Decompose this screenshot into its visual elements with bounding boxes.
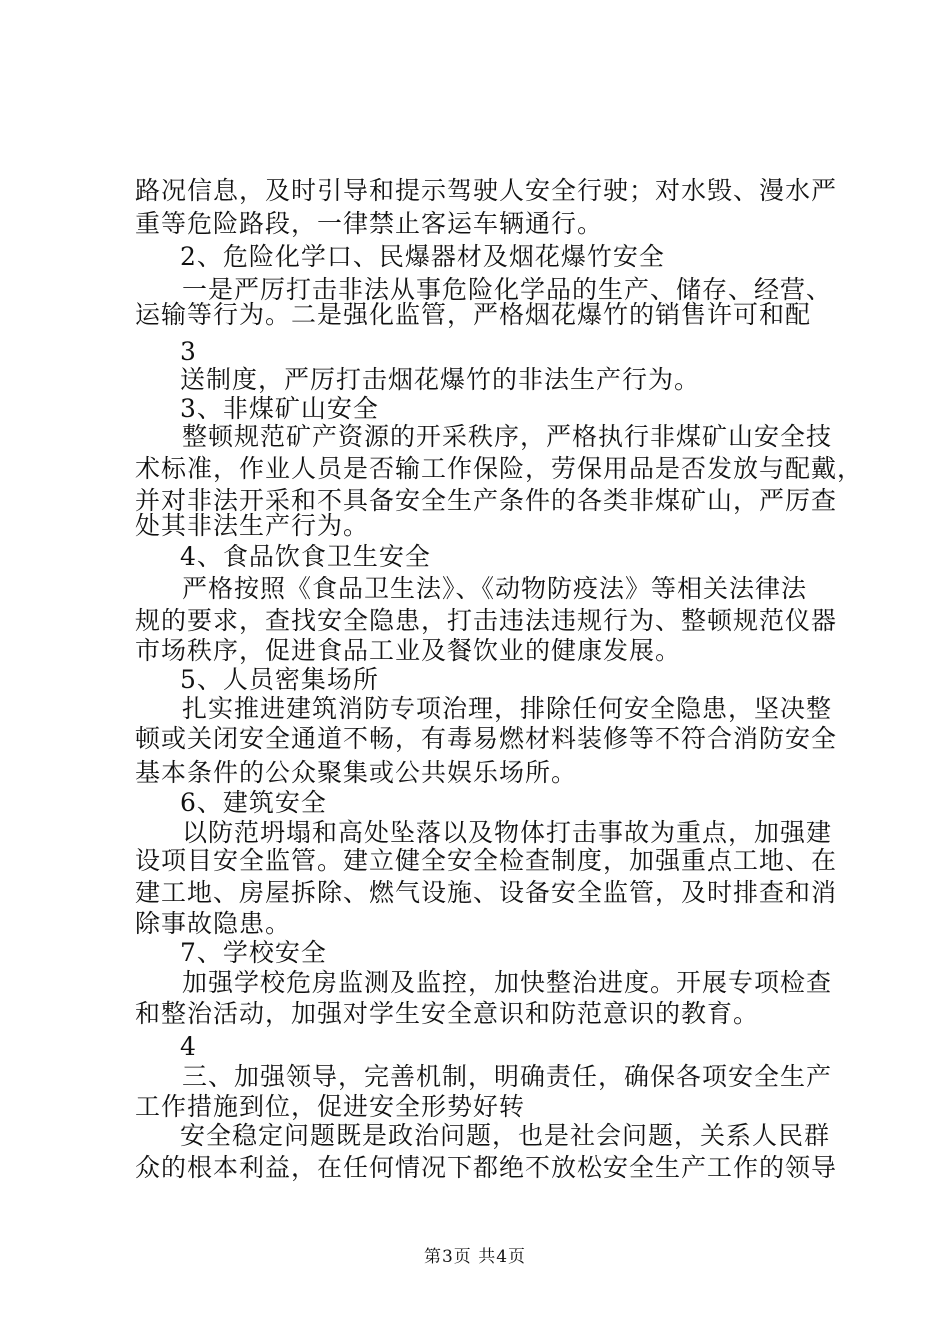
text-line-12: 处其非法生产行为。	[135, 511, 370, 540]
text-line-31: 工作措施到位，促进安全形势好转	[135, 1092, 526, 1121]
text-line-10: 术标准，作业人员是否输工作保险，劳保用品是否发放与配戴，	[135, 454, 864, 483]
page-number-marker: 3	[180, 337, 197, 366]
text-line-24: 建工地、房屋拆除、燃气设施、设备安全监管，及时排查和消	[135, 878, 838, 907]
text-line-19: 顿或关闭安全通道不畅，有毒易燃材料装修等不符合消防安全	[135, 724, 838, 753]
text-line-2: 重等危险路段，一律禁止客运车辆通行。	[135, 209, 604, 238]
text-line-14: 严格按照《食品卫生法》、《动物防疫法》等相关法律法	[182, 574, 808, 603]
text-line-28: 和整治活动，加强对学生安全意识和防范意识的教育。	[135, 999, 760, 1028]
text-line-11: 并对非法开采和不具备安全生产条件的各类非煤矿山，严厉查	[135, 486, 838, 515]
section-heading: 7、学校安全	[180, 938, 327, 967]
text-line-22: 以防范坍塌和高处坠落以及物体打击事故为重点，加强建	[182, 818, 833, 847]
section-heading: 5、人员密集场所	[180, 665, 379, 694]
page-footer: 第3页 共4页	[423, 1247, 527, 1267]
text-line-25: 除事故隐患。	[135, 909, 292, 938]
text-line-4: 一是严厉打击非法从事危险化学品的生产、储存、经营、	[182, 275, 833, 304]
text-line-15: 规的要求，查找安全隐患，打击违法违规行为、整顿规范仪器	[135, 606, 838, 635]
text-line-27: 加强学校危房监测及监控，加快整治进度。开展专项检查	[182, 968, 833, 997]
text-line-33: 众的根本利益，在任何情况下都绝不放松安全生产工作的领导	[135, 1153, 838, 1182]
text-line-18: 扎实推进建筑消防专项治理，排除任何安全隐患，坚决整	[182, 694, 833, 723]
text-line-7: 送制度，严厉打击烟花爆竹的非法生产行为。	[180, 365, 701, 394]
section-heading: 3、非煤矿山安全	[180, 394, 379, 423]
section-heading: 6、建筑安全	[180, 788, 327, 817]
text-line-20: 基本条件的公众聚集或公共娱乐场所。	[135, 758, 578, 787]
section-heading: 2、危险化学口、民爆器材及烟花爆竹安全	[180, 242, 665, 271]
text-line-9: 整顿规范矿产资源的开采秩序，严格执行非煤矿山安全技	[182, 422, 833, 451]
text-line-32: 安全稳定问题既是政治问题，也是社会问题，关系人民群	[180, 1121, 831, 1150]
text-line-23: 设项目安全监管。建立健全安全检查制度，加强重点工地、在	[135, 846, 838, 875]
text-line-1: 路况信息，及时引导和提示驾驶人安全行驶；对水毁、漫水严	[135, 176, 838, 205]
page-number-marker: 4	[180, 1032, 197, 1061]
section-heading: 4、食品饮食卫生安全	[180, 542, 431, 571]
text-line-5: 运输等行为。二是强化监管，严格烟花爆竹的销售许可和配	[135, 300, 812, 329]
text-line-16: 市场秩序，促进食品工业及餐饮业的健康发展。	[135, 636, 682, 665]
section-heading: 三、加强领导，完善机制，明确责任，确保各项安全生产	[182, 1062, 833, 1091]
